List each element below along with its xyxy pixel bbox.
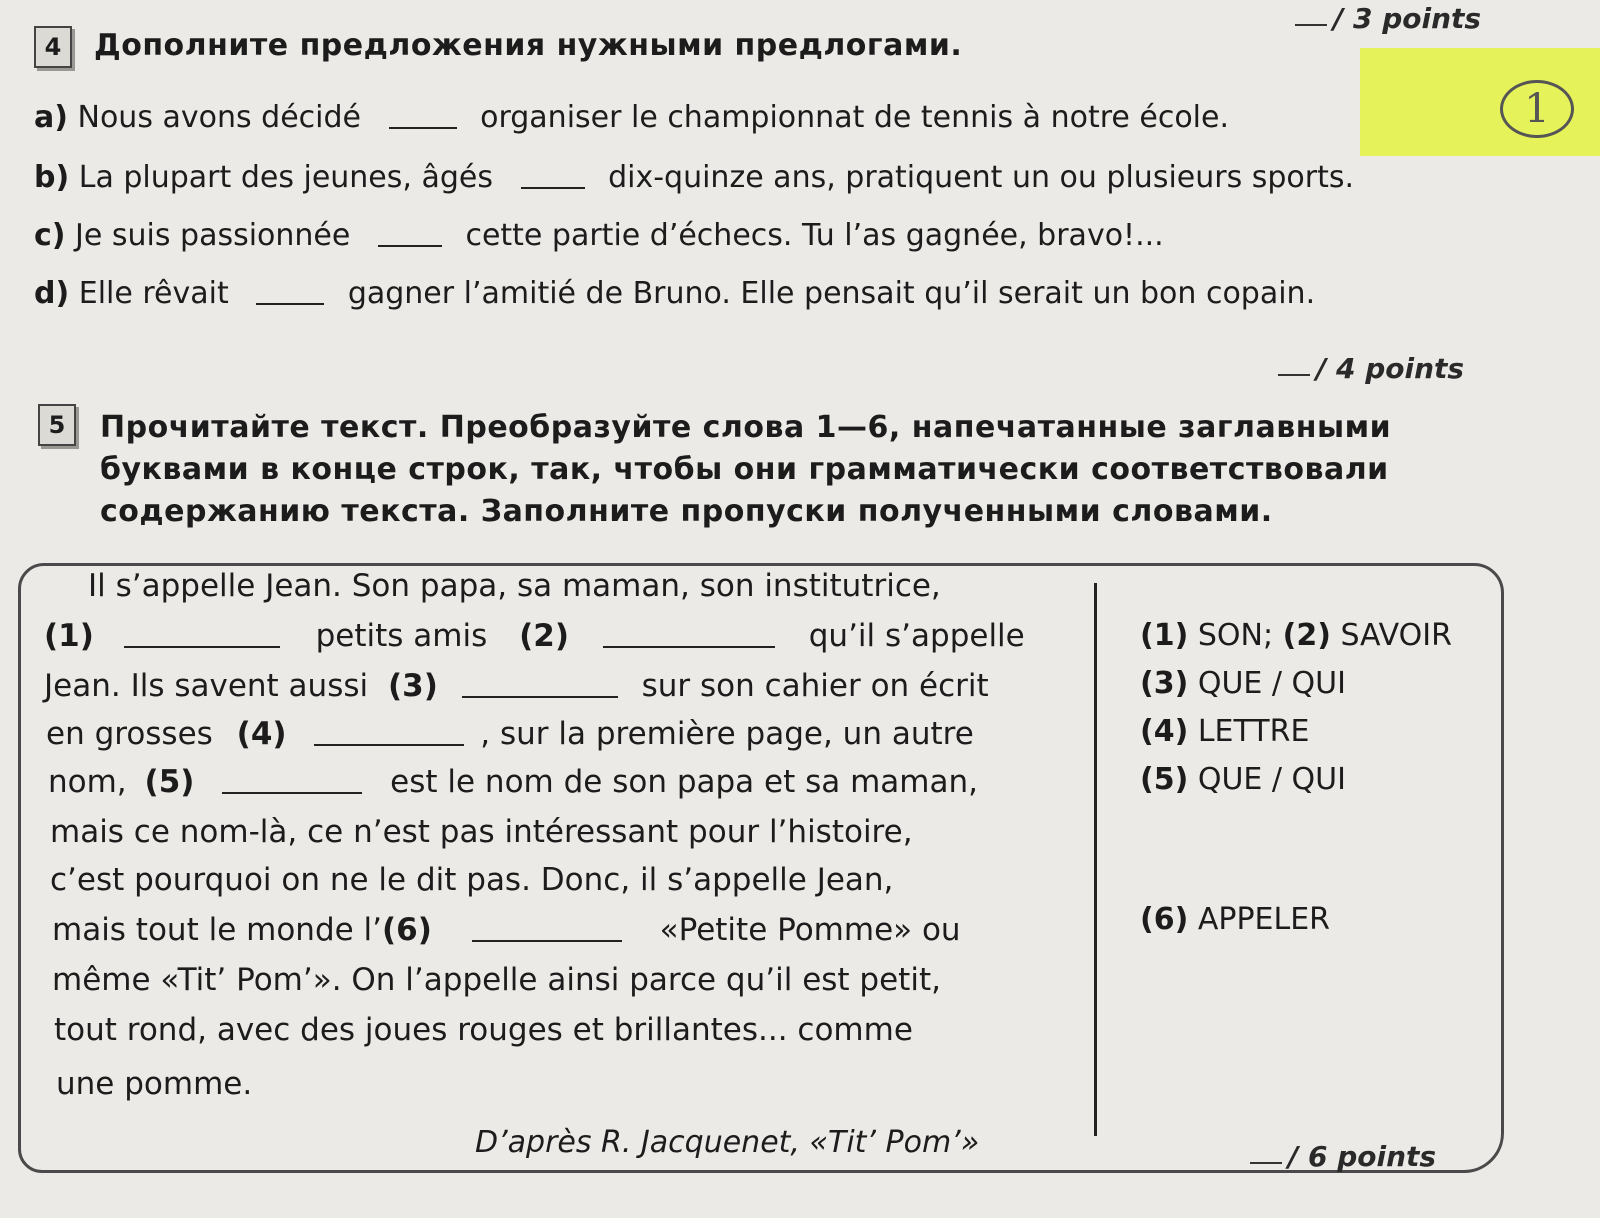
text-line-11: une pomme. xyxy=(56,1066,253,1102)
answer-blank-3[interactable] xyxy=(462,696,618,698)
sentence-a: a) Nous avons décidé organiser le championnat de tennis à notre école. xyxy=(34,100,1230,135)
text-line-4: en grosses (4) , sur la première page, un autre xyxy=(46,716,974,752)
text-line-9: même «Tit’ Pom’». On l’appelle ainsi parce qu’il est petit, xyxy=(52,962,941,998)
score-blank[interactable] xyxy=(1250,1162,1282,1164)
sentence-d: d) Elle rêvait gagner l’amitié de Bruno. Elle pensait qu’il serait un bon copain. xyxy=(34,276,1316,311)
task4-points: / 4 points xyxy=(1278,352,1464,385)
text-line-1: Il s’appelle Jean. Son papa, sa maman, son institutrice, xyxy=(88,568,941,604)
task5-title-line3: содержанию текста. Заполните пропуски полученными словами. xyxy=(100,494,1273,529)
circled-mark: 1 xyxy=(1500,80,1574,138)
key-6: (6) APPELER xyxy=(1140,902,1331,937)
task5-points: / 6 points xyxy=(1250,1140,1436,1173)
answer-blank-c[interactable] xyxy=(378,245,442,247)
key-5: (5) QUE / QUI xyxy=(1140,762,1346,797)
sentence-c: c) Je suis passionnée cette partie d’échecs. Tu l’as gagnée, bravo!... xyxy=(34,218,1164,253)
key-1-2: (1) SON; (2) SAVOIR xyxy=(1140,618,1452,653)
score-blank[interactable] xyxy=(1295,24,1327,26)
sentence-b: b) La plupart des jeunes, âgés dix-quinze ans, pratiquent un ou plusieurs sports. xyxy=(34,160,1355,195)
answer-blank-b[interactable] xyxy=(521,187,585,189)
answer-blank-1[interactable] xyxy=(124,646,280,648)
answer-blank-a[interactable] xyxy=(389,127,457,129)
key-3: (3) QUE / QUI xyxy=(1140,666,1346,701)
text-line-8: mais tout le monde l’(6) «Petite Pomme» ou xyxy=(52,912,961,948)
text-line-2: (1) petits amis (2) qu’il s’appelle xyxy=(44,618,1025,654)
task5-title-line1: Прочитайте текст. Преобразуйте слова 1—6, напечатанные заглавными xyxy=(100,410,1392,445)
key-4: (4) LETTRE xyxy=(1140,714,1310,749)
text-line-5: nom, (5) est le nom de son papa et sa maman, xyxy=(48,764,978,800)
column-divider xyxy=(1094,583,1097,1136)
answer-blank-4[interactable] xyxy=(314,744,464,746)
task5-title-line2: буквами в конце строк, так, чтобы они грамматически соответствовали xyxy=(100,452,1389,487)
answer-blank-5[interactable] xyxy=(222,792,362,794)
text-line-7: c’est pourquoi on ne le dit pas. Donc, il s’appelle Jean, xyxy=(50,862,894,898)
task4-number: 4 xyxy=(34,26,72,68)
answer-blank-6[interactable] xyxy=(472,940,622,942)
text-line-6: mais ce nom-là, ce n’est pas intéressant pour l’histoire, xyxy=(50,814,913,850)
answer-blank-2[interactable] xyxy=(603,646,775,648)
text-source: D’après R. Jacquenet, «Tit’ Pom’» xyxy=(475,1125,980,1160)
score-blank[interactable] xyxy=(1278,374,1310,376)
text-line-3: Jean. Ils savent aussi (3) sur son cahier on écrit xyxy=(44,668,989,704)
task5-number: 5 xyxy=(38,404,76,446)
task4-title: Дополните предложения нужными предлогами. xyxy=(94,28,963,63)
task4-points-top: / 3 points xyxy=(1295,2,1481,35)
answer-blank-d[interactable] xyxy=(256,303,324,305)
text-line-10: tout rond, avec des joues rouges et brillantes... comme xyxy=(54,1012,913,1048)
